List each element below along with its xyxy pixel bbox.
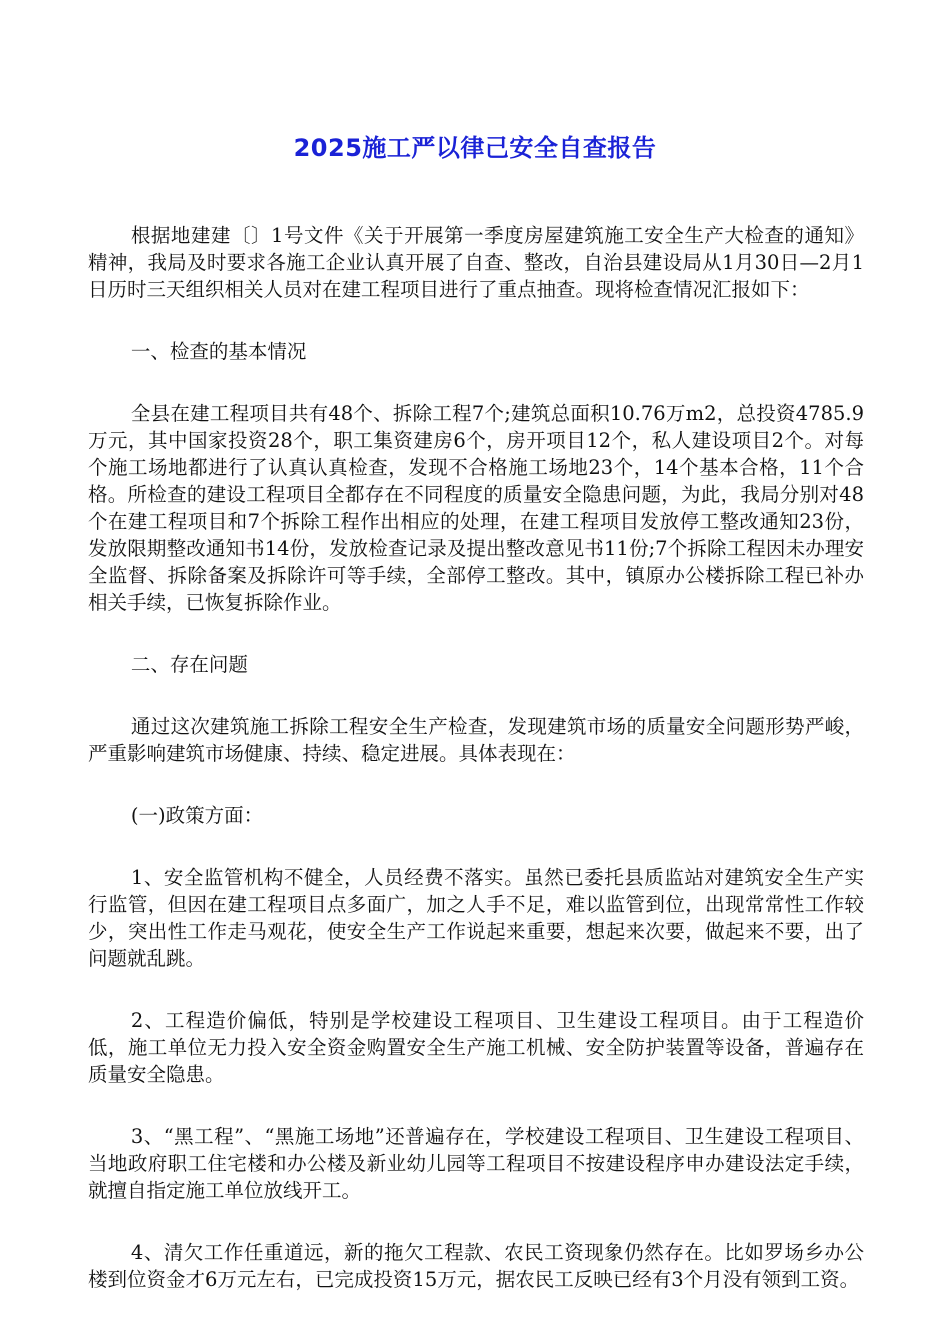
document-title: 2025施工严以律己安全自查报告 (293, 134, 657, 162)
problem-item-4: 4、清欠工作任重道远，新的拖欠工程款、农民工资现象仍然存在。比如罗场乡办公楼到位资金才6万元左右，已完成投资15万元，据农民工反映已经有3个月没有领到工资。 (88, 1241, 864, 1291)
problems-intro-paragraph: 通过这次建筑施工拆除工程安全生产检查，发现建筑市场的质量安全问题形势严峻，严重影响建筑市场健康、持续、稳定进展。具体表现在： (88, 715, 864, 765)
subsection-heading-policy: (一)政策方面： (130, 804, 264, 827)
document-body (88, 222, 864, 1328)
problem-item-1: 1、安全监管机构不健全，人员经费不落实。虽然已委托县质监站对建筑安全生产实行监管，但因在建工程项目点多面广，加之人手不足，难以监管到位，出现常常性工作较少，突出性工作走马观花，使安全生产工作说起来重要，想起来次要，做起来不要，出了问题就乱跳。 (88, 866, 864, 970)
basic-situation-paragraph: 全县在建工程项目共有48个、拆除工程7个;建筑总面积10.76万m2，总投资4785.9万元，其中国家投资28个，职工集资建房6个，房开项目12个，私人建设项目2个。对每个施工场地都进行了认真认真检查，发现不合格施工场地23个，14个基本合格，11个合格。所检查的建设工程项目全都存在不同程度的质量安全隐患问题，为此，我局分别对48个在建工程项目和7个拆除工程作出相应的处理，在建工程项目发放停工整改通知23份，发放限期整改通知书14份，发放检查记录及提出整改意见书11份;7个拆除工程因未办理安全监督、拆除备案及拆除许可等手续，全部停工整改。其中，镇原办公楼拆除工程已补办相关手续，已恢复拆除作业。 (88, 402, 864, 614)
problem-item-2: 2、工程造价偏低，特别是学校建设工程项目、卫生建设工程项目。由于工程造价低，施工单位无力投入安全资金购置安全生产施工机械、安全防护装置等设备，普遍存在质量安全隐患。 (88, 1009, 864, 1086)
problem-item-3: 3、“黑工程”、“黑施工场地”还普遍存在，学校建设工程项目、卫生建设工程项目、当地政府职工住宅楼和办公楼及新业幼儿园等工程项目不按建设程序申办建设法定手续，就擅自指定施工单位放线开工。 (88, 1125, 864, 1202)
section-heading-basic-situation: 一、检查的基本情况 (130, 340, 307, 363)
section-heading-problems: 二、存在问题 (130, 653, 248, 676)
intro-paragraph: 根据地建建〔〕1号文件《关于开展第一季度房屋建筑施工安全生产大检查的通知》精神，我局及时要求各施工企业认真开展了自查、整改，自治县建设局从1月30日—2月1日历时三天组织相关人员对在建工程项目进行了重点抽查。现将检查情况汇报如下： (88, 224, 864, 301)
